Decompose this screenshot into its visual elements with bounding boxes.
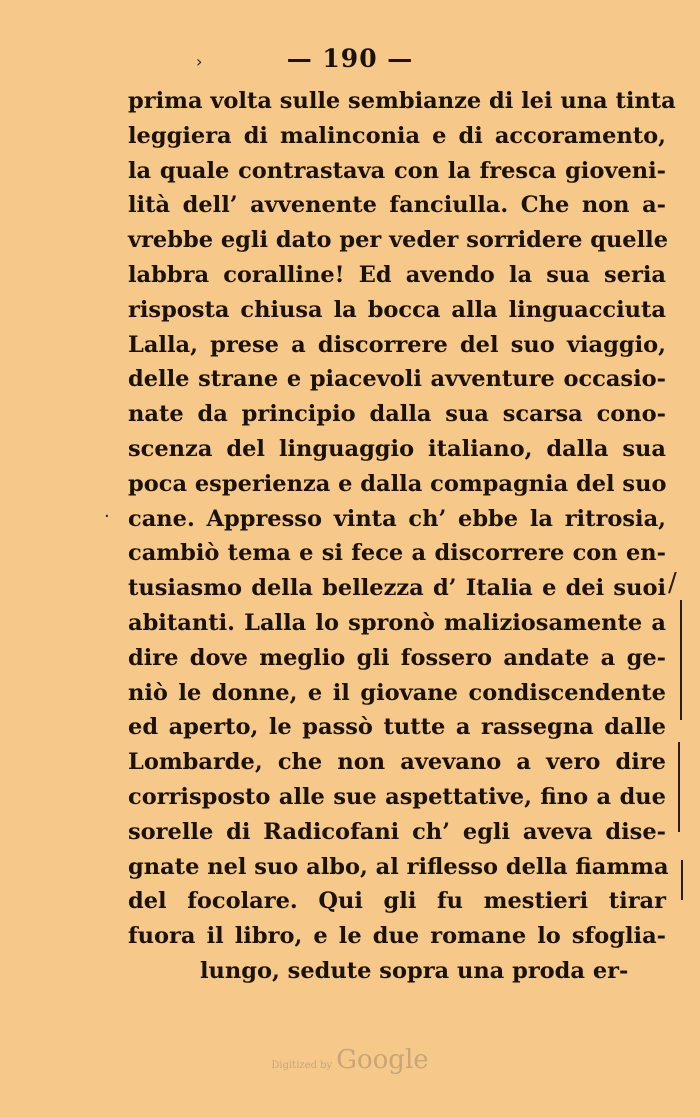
text-line: ed aperto, le passò tutte a rassegna dalle <box>128 714 666 741</box>
text-line: leggiera di malinconia e di accoramento, <box>128 122 666 149</box>
text-line: scenza del linguaggio italiano, dalla sua <box>128 435 666 462</box>
text-line: poca esperienza e dalla compagnia del suo <box>128 470 667 497</box>
stray-mark-top: › <box>196 52 203 71</box>
text-line: del focolare. Qui gli fu mestieri tirar <box>128 888 666 915</box>
watermark-prefix: Digitized by <box>271 1060 333 1071</box>
text-line: la quale contrastava con la fresca gioveni- <box>128 157 666 184</box>
text-line: gnate nel suo albo, al riflesso della fiamma <box>128 853 669 880</box>
page-number-header: — 190 — <box>286 44 414 73</box>
text-line: cane. Appresso vinta ch’ ebbe la ritrosia, <box>128 505 666 532</box>
google-watermark <box>0 1045 700 1075</box>
text-line: labbra coralline! Ed avendo la sua seria <box>128 261 666 288</box>
text-line: vrebbe egli dato per veder sorridere quelle <box>128 227 669 254</box>
text-line: risposta chiusa la bocca alla linguacciuta <box>128 296 666 323</box>
text-line: Lombarde, che non avevano a vero dire <box>128 749 666 776</box>
text-line: Lalla, prese a discorrere del suo viaggio, <box>128 331 666 358</box>
text-line: dire dove meglio gli fossero andate a ge- <box>128 644 666 671</box>
stray-mark-slash: / <box>668 568 677 598</box>
margin-bar <box>681 860 683 900</box>
body-text <box>128 84 676 989</box>
text-line: abitanti. Lalla lo spronò maliziosamente a <box>128 609 666 636</box>
text-line: corrisposto alle sue aspettative, fino a due <box>128 783 666 810</box>
text-line: prima volta sulle sembianze di lei una tinta <box>128 88 676 114</box>
text-line: niò le donne, e il giovane condiscendente <box>128 679 666 706</box>
text-line: lungo, sedute sopra una proda er- <box>200 957 629 984</box>
text-line: sorelle di Radicofani ch’ egli aveva dise- <box>128 818 666 845</box>
text-line: lità dell’ avvenente fanciulla. Che non a- <box>128 192 666 219</box>
text-line: fuora il libro, e le due romane lo sfoglia- <box>128 923 666 950</box>
margin-bar <box>678 742 680 832</box>
margin-bar <box>680 600 682 720</box>
text-line: cambiò tema e si fece a discorrere con en- <box>128 540 666 567</box>
text-line: tusiasmo della bellezza d’ Italia e dei suoi <box>128 575 666 602</box>
text-line: nate da principio dalla sua scarsa cono- <box>128 401 666 428</box>
google-logo: Google <box>336 1045 429 1075</box>
stray-mark-left: · <box>104 506 110 527</box>
text-line: delle strane e piacevoli avventure occasio- <box>128 366 666 393</box>
